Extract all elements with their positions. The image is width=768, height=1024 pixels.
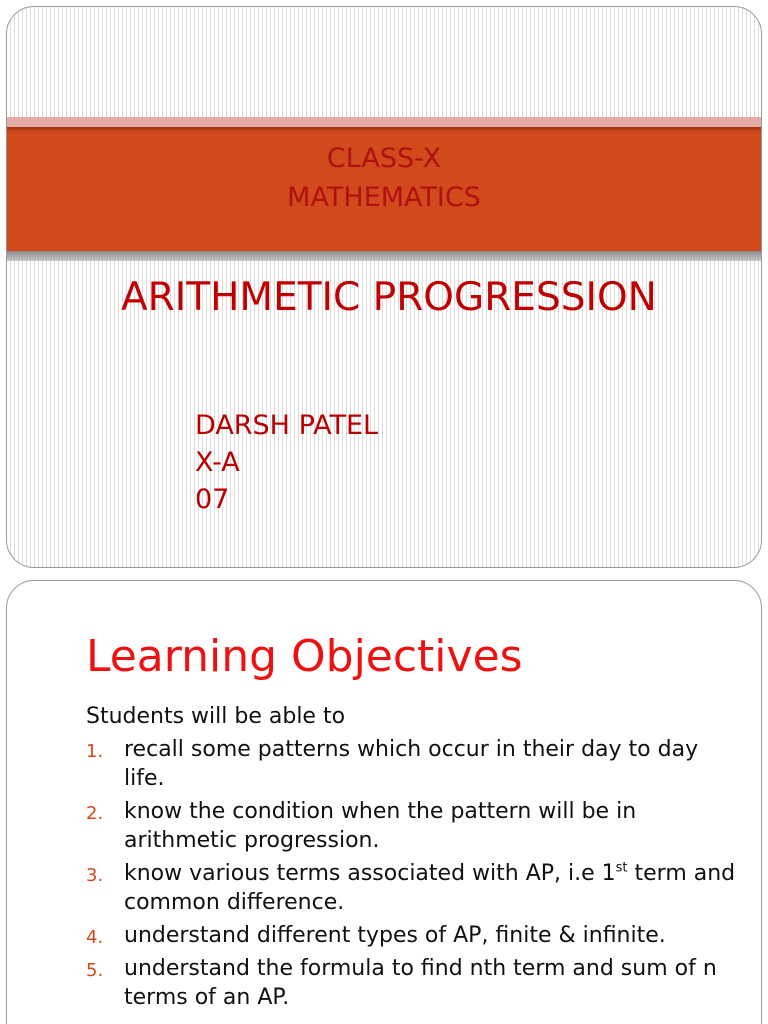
list-item — [86, 859, 736, 917]
list-number: 2. — [86, 803, 104, 824]
ordinal-superscript: st — [615, 860, 628, 876]
list-item-text: recall some patterns which occur in their day to day life. — [124, 737, 699, 791]
author-roll-number: 07 — [195, 484, 230, 515]
list-item-text-start: know various terms associated with AP, i.e 1 — [124, 861, 616, 886]
header-band — [7, 127, 761, 251]
list-item-text-end: term and common difference. — [124, 861, 736, 915]
objectives-intro: Students will be able to — [86, 704, 346, 729]
list-item-text — [124, 861, 735, 915]
list-number: 5. — [86, 960, 104, 981]
author-block — [195, 407, 378, 518]
presentation-title: ARITHMETIC PROGRESSION — [121, 275, 657, 320]
author-class: X-A — [195, 447, 240, 478]
list-number: 4. — [86, 927, 104, 948]
objectives-slide — [6, 580, 762, 1024]
list-number: 1. — [86, 741, 104, 762]
list-item — [86, 797, 736, 855]
list-number: 3. — [86, 865, 104, 886]
objectives-list — [86, 735, 736, 1016]
band-top-stripe — [7, 117, 761, 127]
list-item-text: understand the formula to find nth term and sum of n terms of an AP. — [124, 956, 717, 1010]
author-name: DARSH PATEL — [195, 410, 379, 441]
objectives-title: Learning Objectives — [86, 631, 523, 682]
title-slide — [6, 6, 762, 568]
list-item-text: know the condition when the pattern will be in arithmetic progression. — [124, 799, 637, 853]
list-item — [86, 735, 736, 793]
band-text — [7, 139, 761, 217]
band-bottom-stripe — [7, 251, 761, 261]
subject-label: MATHEMATICS — [287, 182, 481, 213]
list-item-text: understand different types of AP, finite & infinite. — [124, 923, 666, 948]
list-item — [86, 921, 736, 950]
list-item — [86, 954, 736, 1012]
class-label: CLASS-X — [326, 143, 442, 174]
